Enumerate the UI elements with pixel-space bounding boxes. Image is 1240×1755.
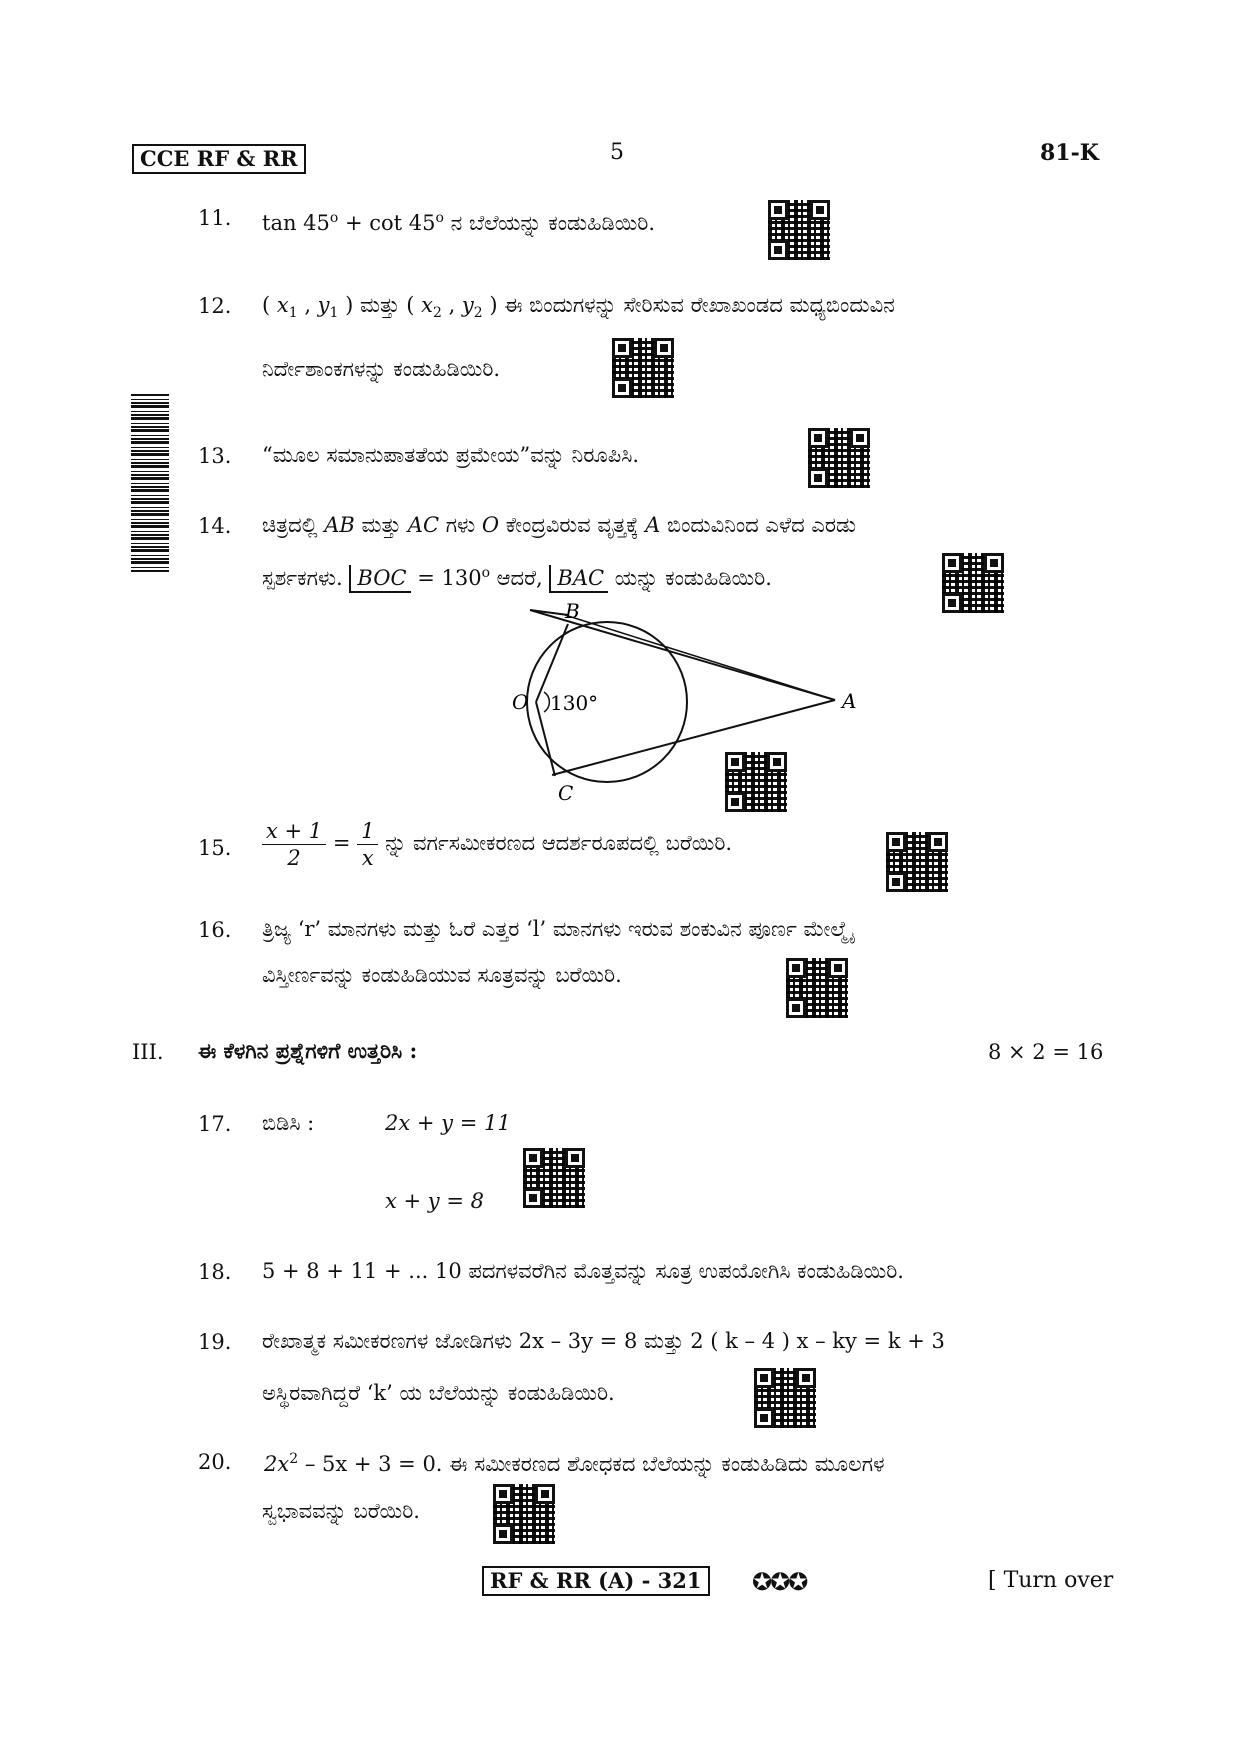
angle-arc — [544, 692, 549, 712]
q18-number: 18. — [198, 1260, 232, 1284]
q11-number: 11. — [198, 206, 232, 230]
section-marks: 8 × 2 = 16 — [988, 1040, 1104, 1064]
q16-qr-code — [786, 958, 848, 1018]
q14-line1: ಚಿತ್ರದಲ್ಲಿ AB ಮತ್ತು AC ಗಳು O ಕೇಂದ್ರವಿರುವ ವೃತ್ತಕ್ಕೆ A ಬಿಂದುವಿನಿಂದ ಎಳೆದ ಎರಡು — [262, 513, 857, 537]
q17-number: 17. — [198, 1112, 232, 1136]
q19-number: 19. — [198, 1330, 232, 1354]
q12-line1: ( $x_1$ , $y_1$ ) ಮತ್ತು ( $x_2$ , $y_2$ ) ಈ ಬಿಂದುಗಳನ್ನು ಸೇರಿಸುವ ರೇಖಾಖಂಡದ ಮಧ್ಯಬಿಂದುವಿನ — [262, 293, 895, 322]
exam-code-box — [132, 144, 306, 174]
q13-number: 13. — [198, 444, 232, 468]
q14-line2: ಸ್ಪರ್ಶಕಗಳು. BOC = $130^o$ ಆದರೆ, BAC ಯನ್ನು ಕಂಡುಹಿಡಿಯಿರಿ. — [262, 556, 772, 595]
label-b: B — [565, 600, 580, 623]
q18-text: 5 + 8 + 11 + ... 10 ಪದಗಳವರೆಗಿನ ಮೊತ್ತವನ್ನು ಸೂತ್ರ ಉಪಯೋಗಿಸಿ ಕಂಡುಹಿಡಿಯಿರಿ. — [262, 1259, 904, 1283]
tangent-ab-line — [565, 615, 835, 700]
q20-number: 20. — [198, 1450, 232, 1474]
q17-qr-code — [523, 1148, 585, 1208]
q17-eq2: x + y = 8 — [385, 1189, 484, 1213]
label-a: A — [842, 689, 857, 713]
section-title: ಈ ಕೆಳಗಿನ ಪ್ರಶ್ನೆಗಳಿಗೆ ಉತ್ತರಿಸಿ : — [198, 1038, 418, 1063]
q15-text: $\frac{x + 1}{2}$ = $\frac{1}{x}$ ನ್ನು ವರ್ಗಸಮೀಕರಣದ ಆದರ್ಶರೂಪದಲ್ಲಿ ಬರೆಯಿರಿ. — [262, 818, 732, 871]
q19-qr-code — [754, 1368, 816, 1428]
tangent-ab — [530, 610, 835, 700]
footer-code: RF & RR (A) - 321 — [490, 1568, 702, 1593]
turn-over: [ Turn over — [988, 1568, 1114, 1593]
tangent-diagram — [440, 600, 880, 810]
q13-text: “ಮೂಲ ಸಮಾನುಪಾತತೆಯ ಪ್ರಮೇಯ”ವನ್ನು ನಿರೂಪಿಸಿ. — [262, 443, 640, 467]
q14-qr-code — [942, 553, 1004, 613]
q12-qr-code — [612, 338, 674, 398]
q17-label: ಬಿಡಿಸಿ : — [262, 1111, 315, 1135]
q13-qr-code — [808, 428, 870, 488]
q19-line1: ರೇಖಾತ್ಮಕ ಸಮೀಕರಣಗಳ ಜೋಡಿಗಳು 2x – 3y = 8 ಮತ್ತು 2 ( k – 4 ) x – ky = k + 3 — [262, 1329, 945, 1353]
q16-line2: ವಿಸ್ತೀರ್ಣವನ್ನು ಕಂಡುಹಿಡಿಯುವ ಸೂತ್ರವನ್ನು ಬರೆಯಿರಿ. — [262, 963, 622, 987]
angle-label: 130° — [550, 691, 599, 715]
paper-code: 81-K — [1040, 140, 1099, 166]
decorative-stars-icon: ✪✪✪ — [752, 1568, 807, 1596]
q15-qr-code — [886, 832, 948, 892]
q20-line1: $2x^2 - 5x + 3 = 0$. ಈ ಸಮೀಕರಣದ ಶೋಧಕದ ಬೆಲೆಯನ್ನು ಕಂಡುಹಿಡಿದು ಮೂಲಗಳ — [264, 1451, 885, 1476]
barcode — [131, 394, 169, 572]
q11-qr-code — [768, 200, 830, 260]
q20-line2: ಸ್ವಭಾವವನ್ನು ಬರೆಯಿರಿ. — [262, 1499, 420, 1523]
q19-line2: ಅಸ್ಥಿರವಾಗಿದ್ದರೆ ‘k’ ಯ ಬೆಲೆಯನ್ನು ಕಂಡುಹಿಡಿಯಿರಿ. — [262, 1381, 615, 1405]
q17-eq1: 2x + y = 11 — [385, 1111, 511, 1135]
q20-qr-code — [493, 1484, 555, 1544]
q15-fraction-1: $\frac{x + 1}{2}$ — [262, 818, 326, 871]
label-o: O — [512, 690, 529, 714]
q15-number: 15. — [198, 836, 232, 860]
q12-number: 12. — [198, 294, 232, 318]
footer-code-box — [482, 1566, 710, 1596]
q11-text: $\tan 45^o + \cot 45^o$ ನ ಬೆಲೆಯನ್ನು ಕಂಡುಹಿಡಿಯಿರಿ. — [262, 210, 656, 235]
q16-line1: ತ್ರಿಜ್ಯ ‘r’ ಮಾನಗಳು ಮತ್ತು ಓರೆ ಎತ್ತರ ‘l’ ಮಾನಗಳು ಇರುವ ಶಂಕುವಿನ ಪೂರ್ಣ ಮೇಲ್ಮೈ — [262, 917, 852, 941]
q15-fraction-2: $\frac{1}{x}$ — [357, 818, 378, 871]
page-number: 5 — [610, 140, 624, 165]
q16-number: 16. — [198, 918, 232, 942]
label-c: C — [558, 781, 574, 805]
section-roman: III. — [132, 1040, 164, 1064]
q14-diagram-qr-code — [725, 752, 787, 812]
q14-number: 14. — [198, 514, 232, 538]
q12-line2: ನಿರ್ದೇಶಾಂಕಗಳನ್ನು ಕಂಡುಹಿಡಿಯಿರಿ. — [262, 357, 501, 381]
exam-code: CCE RF & RR — [140, 146, 298, 171]
